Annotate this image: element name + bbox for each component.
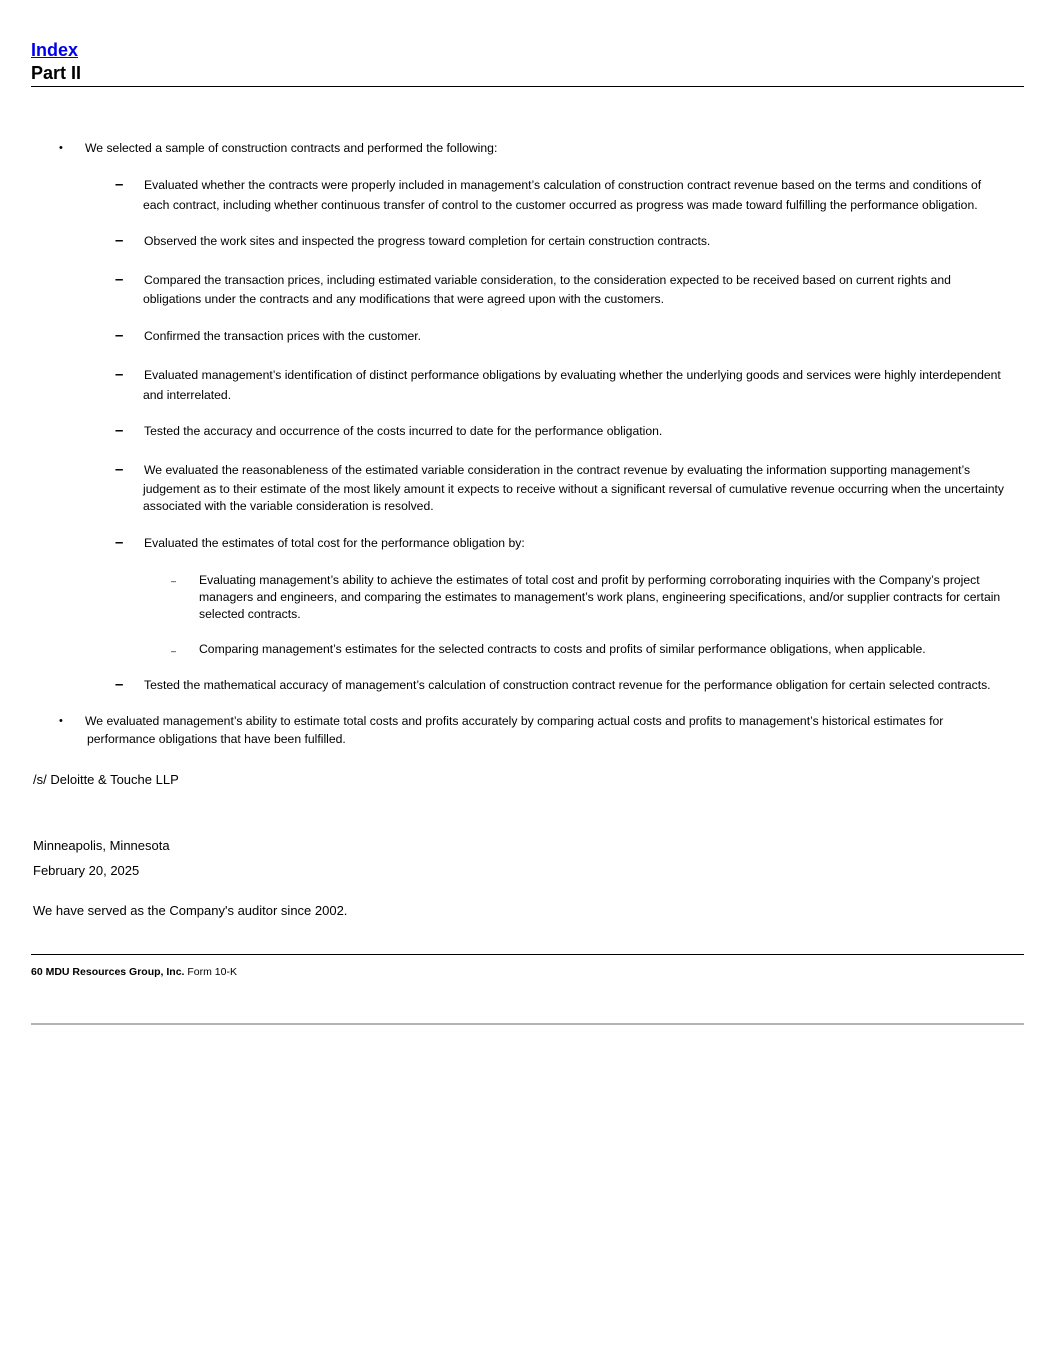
bullet-text: We selected a sample of construction contracts and performed the following:	[85, 141, 498, 155]
procedure-marker: –	[115, 271, 124, 288]
procedure-text: Evaluated the estimates of total cost for the performance obligation by:	[144, 536, 525, 550]
part-title: Part II	[31, 63, 82, 83]
procedure-text: and interrelated.	[143, 388, 232, 402]
signature-firm: /s/ Deloitte & Touche LLP	[33, 772, 179, 787]
sub-procedure-text: Evaluating management’s ability to achieve the estimates of total cost and profit by performing corroborating inquiries with the Company’s project	[199, 573, 980, 587]
procedure-marker: –	[115, 176, 124, 193]
procedure-text: judgement as to their estimate of the most likely amount it expects to receive without a significant reversal of cumulative revenue occurring when the uncertainty	[143, 482, 1005, 496]
procedure-text: Evaluated management’s identification of distinct performance obligations by evaluating whether the underlying goods and services were highly interdependent	[144, 368, 1001, 382]
page-footer	[31, 965, 237, 979]
procedure-text: Compared the transaction prices, including estimated variable consideration, to the consideration expected to be received based on current rights and	[144, 273, 951, 287]
sub-procedure-marker: –	[171, 646, 177, 656]
procedure-marker: –	[115, 366, 124, 383]
page-end-divider	[31, 1023, 1024, 1025]
signature-location: Minneapolis, Minnesota	[33, 838, 170, 853]
procedure-text: Tested the mathematical accuracy of management’s calculation of construction contract revenue for the performance obligation for certain selected contracts.	[144, 678, 991, 692]
sub-procedure-text: Comparing management’s estimates for the selected contracts to costs and profits of similar performance obligations, when applicable.	[199, 642, 926, 656]
signature-date: February 20, 2025	[33, 863, 140, 878]
procedure-marker: –	[115, 327, 124, 344]
procedure-text: We evaluated the reasonableness of the estimated variable consideration in the contract revenue by evaluating the information supporting management’s	[144, 463, 971, 477]
footer-divider	[31, 954, 1024, 955]
procedure-text: Evaluated whether the contracts were properly included in management’s calculation of construction contract revenue based on the terms and conditions of	[144, 178, 982, 192]
bullet-text: We evaluated management’s ability to estimate total costs and profits accurately by comparing actual costs and profits to management’s historical estimates for	[85, 714, 944, 728]
procedure-marker: –	[115, 422, 124, 439]
procedure-text: associated with the variable consideration is resolved.	[143, 499, 434, 513]
sub-procedure-marker: –	[171, 576, 177, 586]
bullet-marker: •	[59, 142, 63, 154]
footer-form: Form 10-K	[187, 966, 237, 978]
procedure-marker: –	[115, 461, 124, 478]
header-divider	[31, 86, 1024, 87]
bullet-marker: •	[59, 715, 63, 727]
procedure-text: Observed the work sites and inspected the progress toward completion for certain construction contracts.	[144, 234, 711, 248]
footer-page-company: 60 MDU Resources Group, Inc.	[31, 966, 185, 978]
procedure-marker: –	[115, 676, 124, 693]
procedure-marker: –	[115, 534, 124, 551]
procedure-text: Confirmed the transaction prices with the customer.	[144, 329, 422, 343]
sub-procedure-text: managers and engineers, and comparing the estimates to management’s work plans, engineering specifications, and/or supplier contracts for certain	[199, 590, 1001, 604]
sub-procedure-text: selected contracts.	[199, 607, 301, 621]
procedure-text: each contract, including whether continuous transfer of control to the customer occurred as progress was made toward fulfilling the performance obligation.	[143, 198, 978, 212]
procedure-text: Tested the accuracy and occurrence of the costs incurred to date for the performance obligation.	[144, 424, 663, 438]
bullet-text: performance obligations that have been fulfilled.	[87, 732, 346, 746]
procedure-text: obligations under the contracts and any modifications that were agreed upon with the customers.	[143, 292, 664, 306]
auditor-tenure: We have served as the Company's auditor since 2002.	[33, 903, 348, 918]
procedure-marker: –	[115, 232, 124, 249]
index-link[interactable]: Index	[31, 40, 79, 60]
